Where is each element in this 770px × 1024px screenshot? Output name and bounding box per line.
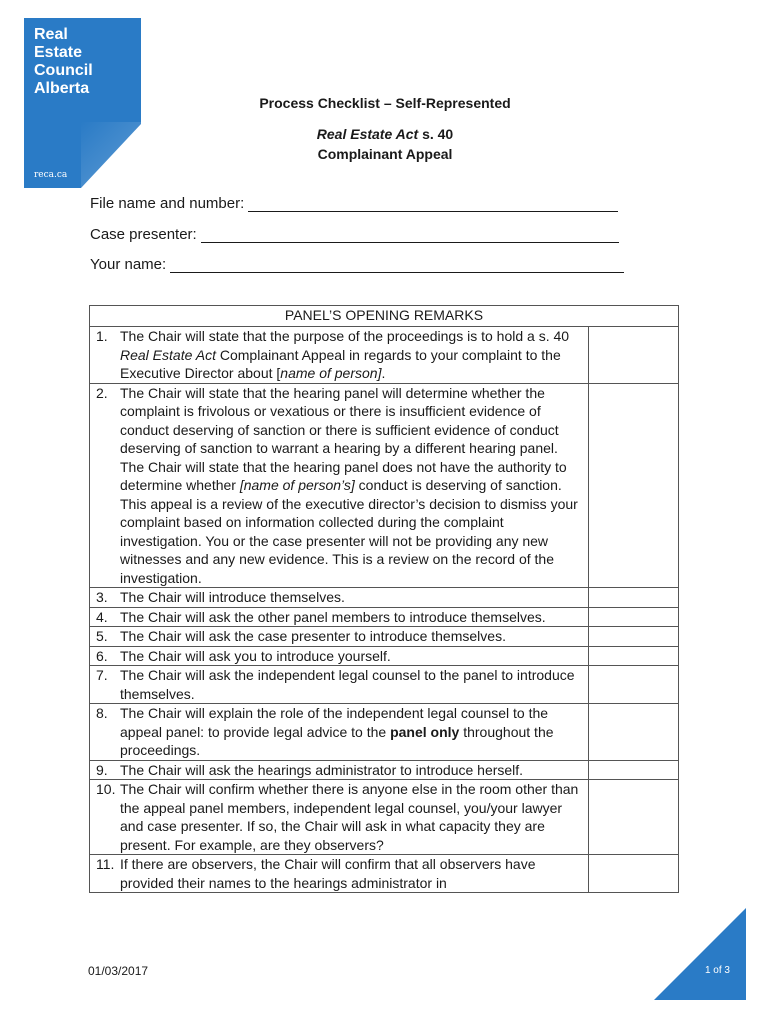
row-number: 2. (96, 384, 108, 401)
act-name: Real Estate Act (316, 126, 419, 142)
corner-decoration (654, 908, 746, 1000)
row-text-part: The Chair will state that the hearing panel will determine whether the complaint is frivolous or vexatious or there is insufficient evidence of conduct deserving of sanction or there is sufficient evidence of conduct deserving of sanction to warrant a hearing by a different hearing panel. The Chair will state that the hearing panel does not have the authority to determine whether (120, 384, 567, 493)
table-row (90, 607, 679, 627)
field-blank[interactable] (170, 258, 624, 273)
row-text-part: The Chair will state that the purpose of the proceedings is to hold a s. 40 (120, 328, 570, 344)
table-row (90, 780, 679, 855)
check-cell[interactable] (588, 646, 678, 666)
table-row (90, 855, 679, 893)
page-number: 1 of 3 (704, 965, 730, 976)
field-blank[interactable] (248, 197, 618, 212)
row-number: 9. (96, 761, 108, 778)
check-cell[interactable] (588, 383, 678, 588)
document-subtitle: Complainant Appeal (317, 146, 453, 162)
row-text-part: The Chair will ask the hearings administrator to introduce herself. (120, 761, 524, 778)
row-text-part: . (381, 365, 386, 381)
row-text (90, 704, 589, 761)
row-number: 10. (96, 781, 116, 797)
row-text-part: The Chair will ask the independent legal counsel to the panel to introduce themselves. (120, 667, 575, 702)
field-label: Your name: (90, 256, 167, 273)
check-cell[interactable] (588, 760, 678, 780)
row-text (90, 666, 589, 704)
row-text (90, 607, 589, 627)
table-row (90, 627, 679, 647)
row-italic: Real Estate Act (120, 346, 216, 363)
row-number: 3. (96, 589, 108, 605)
logo-url: reca.ca (34, 170, 68, 180)
check-cell[interactable] (588, 666, 678, 704)
check-cell[interactable] (588, 855, 678, 893)
row-number: 11. (96, 856, 115, 872)
field-label: Case presenter: (90, 226, 197, 243)
table-row (90, 327, 679, 384)
row-text-part: The Chair will confirm whether there is anyone else in the room other than the appeal panel members, independent legal counsel, you/your lawyer and case presenter. If so, the Chair will ask in what capacity they are present. For example, are they observers? (120, 781, 579, 853)
table-row (90, 646, 679, 666)
table-header-row (90, 306, 679, 327)
row-text-part: If there are observers, the Chair will confirm that all observers have provided their names to the hearings administrator in (120, 856, 536, 891)
table-row (90, 704, 679, 761)
row-text-part: conduct is deserving of sanction. This appeal is a review of the executive director’s decision to dismiss your complaint based on information collected during the complaint investigation. You or the case presenter will not be providing any new witnesses and any new evidence. This is a review on the record of the investigation. (120, 477, 578, 586)
row-text (90, 588, 589, 608)
row-text (90, 646, 589, 666)
field-label: File name and number: (90, 195, 245, 212)
row-number: 4. (96, 608, 108, 625)
row-text (90, 327, 589, 384)
logo-line: Estate (34, 44, 83, 61)
check-cell[interactable] (588, 627, 678, 647)
table-row (90, 383, 679, 588)
table-header: PANEL’S OPENING REMARKS (90, 306, 679, 327)
field-blank[interactable] (201, 228, 619, 243)
logo-line: Council (34, 62, 93, 79)
logo-wordmark (34, 26, 93, 98)
row-text-part: Complainant Appeal in regards to your complaint to the Executive Director about [ (120, 346, 561, 381)
row-text (90, 760, 589, 780)
row-number: 1. (96, 328, 108, 344)
logo-line: Real (34, 26, 68, 43)
table-row (90, 666, 679, 704)
check-cell[interactable] (588, 607, 678, 627)
act-section: s. 40 (418, 126, 454, 142)
row-number: 6. (96, 647, 108, 664)
row-text-part: throughout the proceedings. (120, 723, 554, 758)
row-bold: panel only (390, 723, 460, 740)
logo-line: Alberta (34, 80, 90, 97)
check-cell[interactable] (588, 780, 678, 855)
footer-date: 01/03/2017 (88, 964, 149, 978)
check-cell[interactable] (588, 704, 678, 761)
row-text-part: The Chair will ask the case presenter to introduce themselves. (120, 628, 506, 644)
row-text (90, 780, 589, 855)
row-text-part: The Chair will explain the role of the independent legal counsel to the appeal panel: to provide legal advice to the (120, 705, 549, 740)
row-text (90, 855, 589, 893)
act-reference (0, 126, 770, 142)
row-number: 7. (96, 667, 108, 683)
row-text-part: The Chair will ask you to introduce yourself. (120, 647, 391, 664)
row-text-part: The Chair will ask the other panel members to introduce themselves. (120, 608, 546, 625)
check-cell[interactable] (588, 588, 678, 608)
document-title: Process Checklist – Self-Represented (259, 95, 511, 111)
row-number: 5. (96, 628, 108, 644)
row-text (90, 383, 589, 588)
file-name-field[interactable] (90, 195, 618, 212)
opening-remarks-table (89, 305, 679, 893)
table-row (90, 588, 679, 608)
check-cell[interactable] (588, 327, 678, 384)
table-row (90, 760, 679, 780)
your-name-field[interactable] (90, 256, 624, 273)
row-italic: [name of person’s] (239, 477, 355, 493)
row-italic: name of person] (280, 365, 382, 381)
row-text (90, 627, 589, 647)
row-text-part: The Chair will introduce themselves. (120, 589, 345, 605)
row-number: 8. (96, 705, 108, 721)
case-presenter-field[interactable] (90, 226, 619, 243)
